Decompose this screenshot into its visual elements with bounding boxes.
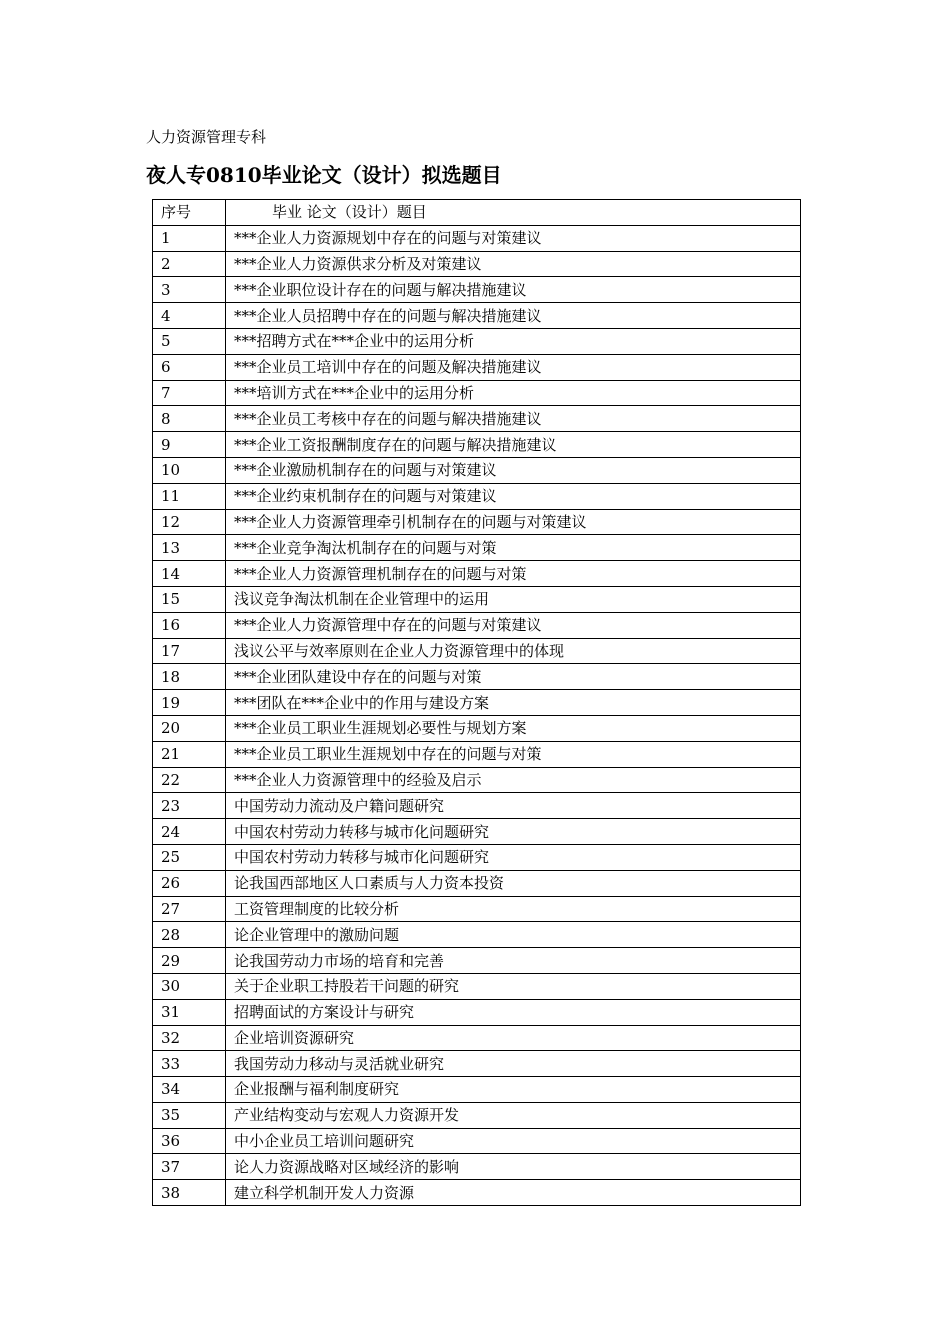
row-topic: ***企业竞争淘汰机制存在的问题与对策 xyxy=(226,535,801,561)
table-row xyxy=(153,457,801,483)
row-number: 29 xyxy=(153,948,226,974)
row-topic: 浅议公平与效率原则在企业人力资源管理中的体现 xyxy=(226,638,801,664)
row-number: 13 xyxy=(153,535,226,561)
row-topic: 建立科学机制开发人力资源 xyxy=(226,1180,801,1206)
row-topic: 中小企业员工培训问题研究 xyxy=(226,1128,801,1154)
table-row xyxy=(153,432,801,458)
table-row xyxy=(153,767,801,793)
row-topic: ***企业人力资源规划中存在的问题与对策建议 xyxy=(226,225,801,251)
table-row xyxy=(153,715,801,741)
table-row xyxy=(153,277,801,303)
table-row xyxy=(153,819,801,845)
table-row xyxy=(153,1102,801,1128)
row-number: 20 xyxy=(153,715,226,741)
row-topic: ***企业人力资源管理机制存在的问题与对策 xyxy=(226,561,801,587)
table-row xyxy=(153,741,801,767)
row-topic: ***企业团队建设中存在的问题与对策 xyxy=(226,664,801,690)
table-body xyxy=(153,225,801,1205)
table-row xyxy=(153,844,801,870)
row-number: 10 xyxy=(153,457,226,483)
row-topic: ***企业激励机制存在的问题与对策建议 xyxy=(226,457,801,483)
row-topic: ***企业员工考核中存在的问题与解决措施建议 xyxy=(226,406,801,432)
row-number: 23 xyxy=(153,793,226,819)
row-topic: 论企业管理中的激励问题 xyxy=(226,922,801,948)
header-number: 序号 xyxy=(153,200,226,226)
row-number: 26 xyxy=(153,870,226,896)
row-number: 28 xyxy=(153,922,226,948)
table-row xyxy=(153,612,801,638)
row-number: 14 xyxy=(153,561,226,587)
row-number: 4 xyxy=(153,303,226,329)
row-topic: ***企业员工培训中存在的问题及解决措施建议 xyxy=(226,354,801,380)
row-number: 31 xyxy=(153,999,226,1025)
row-topic: 我国劳动力移动与灵活就业研究 xyxy=(226,1051,801,1077)
table-row xyxy=(153,535,801,561)
table-row xyxy=(153,870,801,896)
table-row xyxy=(153,948,801,974)
row-number: 11 xyxy=(153,483,226,509)
row-number: 15 xyxy=(153,586,226,612)
table-row xyxy=(153,406,801,432)
row-topic: ***企业员工职业生涯规划必要性与规划方案 xyxy=(226,715,801,741)
table-row xyxy=(153,561,801,587)
table-row xyxy=(153,225,801,251)
row-topic: 中国农村劳动力转移与城市化问题研究 xyxy=(226,844,801,870)
table-row xyxy=(153,999,801,1025)
row-number: 21 xyxy=(153,741,226,767)
row-number: 38 xyxy=(153,1180,226,1206)
table-row xyxy=(153,483,801,509)
table-row xyxy=(153,328,801,354)
row-number: 35 xyxy=(153,1102,226,1128)
row-topic: ***企业人力资源管理中的经验及启示 xyxy=(226,767,801,793)
row-topic: 中国农村劳动力转移与城市化问题研究 xyxy=(226,819,801,845)
table-row xyxy=(153,1025,801,1051)
topics-table xyxy=(152,199,801,1206)
row-number: 5 xyxy=(153,328,226,354)
row-topic: ***培训方式在***企业中的运用分析 xyxy=(226,380,801,406)
table-row xyxy=(153,896,801,922)
row-topic: 浅议竞争淘汰机制在企业管理中的运用 xyxy=(226,586,801,612)
row-number: 24 xyxy=(153,819,226,845)
row-topic: ***企业人力资源管理牵引机制存在的问题与对策建议 xyxy=(226,509,801,535)
row-topic: 招聘面试的方案设计与研究 xyxy=(226,999,801,1025)
row-topic: ***企业约束机制存在的问题与对策建议 xyxy=(226,483,801,509)
row-topic: ***企业职位设计存在的问题与解决措施建议 xyxy=(226,277,801,303)
table-header-row xyxy=(153,200,801,226)
row-number: 16 xyxy=(153,612,226,638)
table-row xyxy=(153,1077,801,1103)
row-topic: ***企业员工职业生涯规划中存在的问题与对策 xyxy=(226,741,801,767)
table-row xyxy=(153,793,801,819)
row-topic: ***企业人力资源供求分析及对策建议 xyxy=(226,251,801,277)
row-number: 6 xyxy=(153,354,226,380)
row-topic: 中国劳动力流动及户籍问题研究 xyxy=(226,793,801,819)
row-topic: 论人力资源战略对区域经济的影响 xyxy=(226,1154,801,1180)
row-number: 22 xyxy=(153,767,226,793)
row-topic: ***企业工资报酬制度存在的问题与解决措施建议 xyxy=(226,432,801,458)
row-number: 36 xyxy=(153,1128,226,1154)
row-topic: 论我国劳动力市场的培育和完善 xyxy=(226,948,801,974)
row-number: 27 xyxy=(153,896,226,922)
table-row xyxy=(153,380,801,406)
table-row xyxy=(153,1051,801,1077)
row-topic: 论我国西部地区人口素质与人力资本投资 xyxy=(226,870,801,896)
row-number: 30 xyxy=(153,973,226,999)
table-row xyxy=(153,303,801,329)
table-row xyxy=(153,251,801,277)
table-row xyxy=(153,922,801,948)
row-number: 33 xyxy=(153,1051,226,1077)
table-row xyxy=(153,509,801,535)
header-topic: 毕业 论文（设计）题目 xyxy=(226,200,801,226)
row-number: 2 xyxy=(153,251,226,277)
row-topic: 产业结构变动与宏观人力资源开发 xyxy=(226,1102,801,1128)
row-number: 9 xyxy=(153,432,226,458)
table-row xyxy=(153,1128,801,1154)
table-row xyxy=(153,638,801,664)
document-subtitle: 人力资源管理专科 xyxy=(146,128,267,146)
row-topic: ***招聘方式在***企业中的运用分析 xyxy=(226,328,801,354)
table-row xyxy=(153,690,801,716)
document-title: 夜人专0810毕业论文（设计）拟选题目 xyxy=(146,163,502,187)
row-topic: ***企业人力资源管理中存在的问题与对策建议 xyxy=(226,612,801,638)
row-number: 3 xyxy=(153,277,226,303)
table-row xyxy=(153,1154,801,1180)
row-number: 37 xyxy=(153,1154,226,1180)
row-number: 8 xyxy=(153,406,226,432)
row-topic: 工资管理制度的比较分析 xyxy=(226,896,801,922)
table-row xyxy=(153,354,801,380)
table-row xyxy=(153,586,801,612)
row-topic: ***团队在***企业中的作用与建设方案 xyxy=(226,690,801,716)
row-topic: 企业培训资源研究 xyxy=(226,1025,801,1051)
table-row xyxy=(153,664,801,690)
row-number: 1 xyxy=(153,225,226,251)
row-number: 18 xyxy=(153,664,226,690)
row-topic: 关于企业职工持股若干问题的研究 xyxy=(226,973,801,999)
row-topic: ***企业人员招聘中存在的问题与解决措施建议 xyxy=(226,303,801,329)
row-number: 17 xyxy=(153,638,226,664)
row-number: 34 xyxy=(153,1077,226,1103)
row-number: 19 xyxy=(153,690,226,716)
row-number: 32 xyxy=(153,1025,226,1051)
table-row xyxy=(153,1180,801,1206)
row-number: 7 xyxy=(153,380,226,406)
row-topic: 企业报酬与福利制度研究 xyxy=(226,1077,801,1103)
row-number: 12 xyxy=(153,509,226,535)
table-row xyxy=(153,973,801,999)
row-number: 25 xyxy=(153,844,226,870)
